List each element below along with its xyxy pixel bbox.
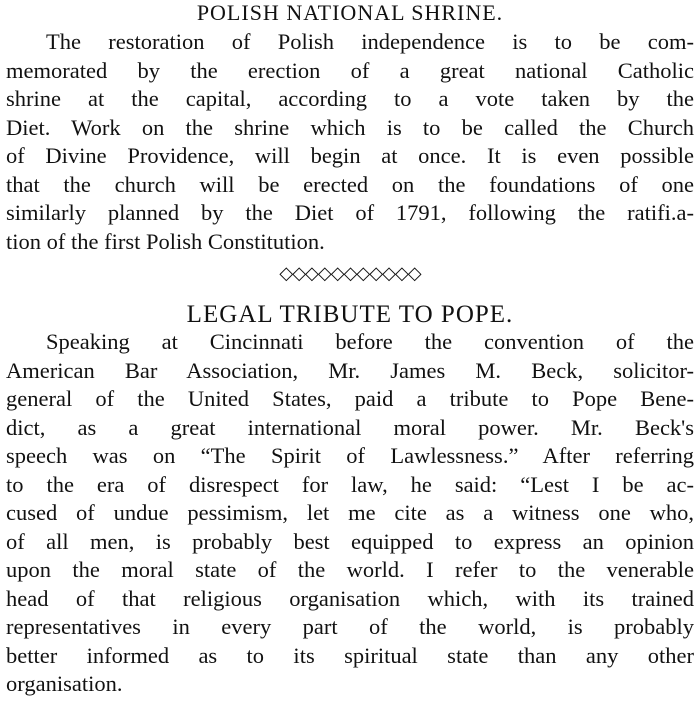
article-body-legal-tribute bbox=[6, 328, 694, 699]
article-line: general of the United States, paid a tribute to Pope Bene- bbox=[6, 386, 694, 411]
article-body-polish-shrine bbox=[6, 28, 694, 256]
article-line: speech was on “The Spirit of Lawlessness.” After referring bbox=[6, 443, 694, 468]
article-line: that the church will be erected on the foundations of one bbox=[6, 171, 694, 197]
article-line: American Bar Association, Mr. James M. Beck, solicitor- bbox=[6, 357, 694, 383]
article-line: Speaking at Cincinnati before the convention of the bbox=[46, 329, 694, 354]
article-line: upon the moral state of the world. I refer to the venerable bbox=[6, 557, 694, 582]
article-line: shrine at the capital, according to a vote taken by the bbox=[6, 86, 694, 111]
diamond-separator: ◇◇◇◇◇◇◇◇◇◇◇ bbox=[279, 263, 421, 284]
article-line: of Divine Providence, will begin at once. It is even possible bbox=[6, 143, 694, 168]
article-line: better informed as to its spiritual state than any other bbox=[6, 642, 694, 668]
article-line: The restoration of Polish independence is to be com- bbox=[46, 29, 694, 54]
article-line: to the era of disrespect for law, he said: “Lest I be ac- bbox=[6, 471, 694, 497]
article-title-polish-shrine: POLISH NATIONAL SHRINE. bbox=[196, 0, 504, 25]
article-line: organisation. bbox=[6, 671, 123, 696]
article-line: representatives in every part of the world, is probably bbox=[6, 614, 694, 639]
article-line: Diet. Work on the shrine which is to be called the Church bbox=[6, 114, 694, 140]
article-title-legal-tribute: LEGAL TRIBUTE TO POPE. bbox=[186, 301, 514, 328]
article-line: tion of the first Polish Constitution. bbox=[6, 228, 325, 254]
article-line: memorated by the erection of a great national Catholic bbox=[6, 57, 694, 83]
article-line: dict, as a great international moral power. Mr. Beck's bbox=[6, 414, 694, 440]
article-line: cused of undue pessimism, let me cite as a witness one who, bbox=[6, 500, 694, 525]
article-line: similarly planned by the Diet of 1791, following the ratifi.a- bbox=[6, 200, 694, 225]
article-line: of all men, is probably best equipped to express an opinion bbox=[6, 528, 694, 554]
article-line: head of that religious organisation which, with its trained bbox=[6, 585, 694, 611]
